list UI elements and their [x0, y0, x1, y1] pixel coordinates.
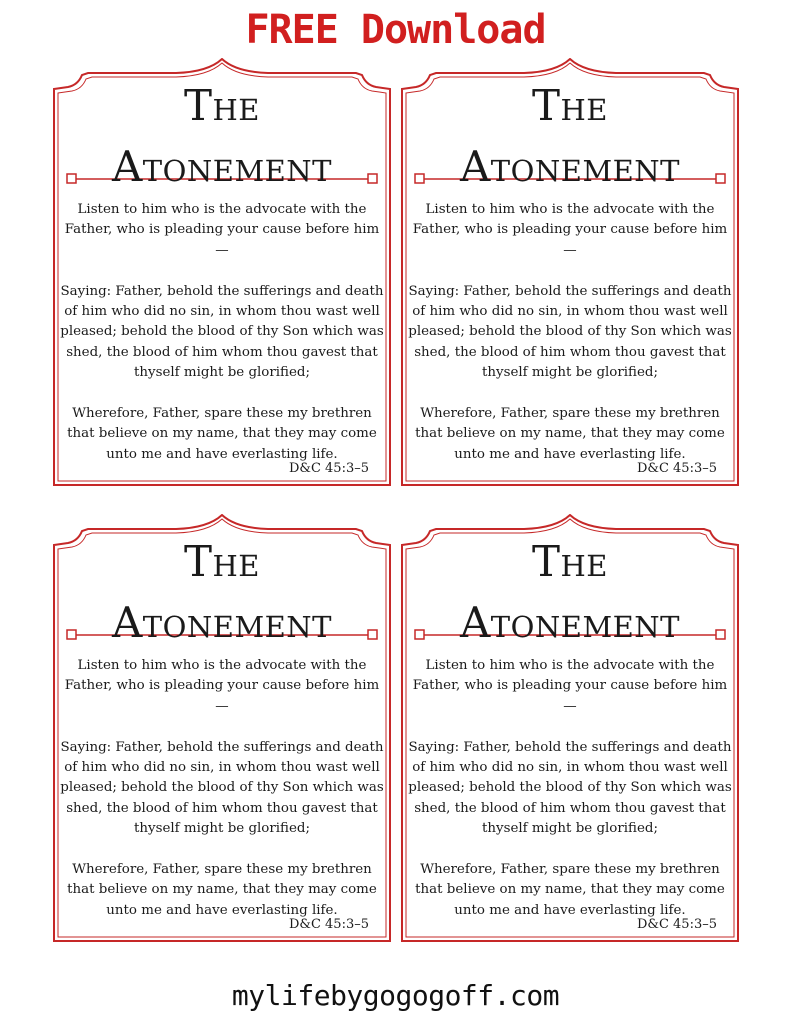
card-title-line1: The	[532, 81, 608, 130]
scripture-paragraph: Listen to him who is the advocate with the Father, who is pleading your cause before him—	[412, 202, 728, 258]
scripture-card	[53, 58, 391, 486]
card-title-line1: The	[184, 81, 260, 130]
scripture-reference: D&C 45:3–5	[288, 461, 369, 476]
scripture-card	[401, 514, 739, 942]
scripture-paragraph: Listen to him who is the advocate with the Father, who is pleading your cause before him—	[64, 202, 380, 258]
scripture-reference: D&C 45:3–5	[636, 461, 717, 476]
card-scripture-text	[59, 200, 385, 465]
card-title-line2: Atonement	[111, 142, 333, 191]
card-title-line1: The	[532, 537, 608, 586]
scripture-reference: D&C 45:3–5	[636, 917, 717, 932]
site-url: mylifebygogogoff.com	[231, 979, 560, 1012]
card-title-line1: The	[184, 537, 260, 586]
card-scripture-text	[59, 656, 385, 921]
scripture-paragraph: Saying: Father, behold the sufferings and death of him who did no sin, in whom thou wast well pleased; behold the blood of thy Son which was shed, the blood of him whom thou gavest that thyself might be glorified;	[408, 739, 732, 837]
scripture-paragraph: Saying: Father, behold the sufferings and death of him who did no sin, in whom thou wast well pleased; behold the blood of thy Son which was shed, the blood of him whom thou gavest that thyself might be glorified;	[60, 283, 384, 381]
card-scripture-text	[407, 656, 733, 921]
scripture-paragraph: Wherefore, Father, spare these my brethren that believe on my name, that they may come unto me and have everlasting life.	[67, 862, 377, 918]
card-title-line2: Atonement	[459, 598, 681, 647]
card-title-line2: Atonement	[459, 142, 681, 191]
scripture-paragraph: Saying: Father, behold the sufferings and death of him who did no sin, in whom thou wast well pleased; behold the blood of thy Son which was shed, the blood of him whom thou gavest that thyself might be glorified;	[60, 739, 384, 837]
scripture-card	[401, 58, 739, 486]
card-title-line2: Atonement	[111, 598, 333, 647]
scripture-paragraph: Wherefore, Father, spare these my brethren that believe on my name, that they may come unto me and have everlasting life.	[415, 406, 725, 462]
scripture-paragraph: Wherefore, Father, spare these my brethren that believe on my name, that they may come unto me and have everlasting life.	[67, 406, 377, 462]
card-scripture-text	[407, 200, 733, 465]
scripture-paragraph: Listen to him who is the advocate with the Father, who is pleading your cause before him—	[64, 658, 380, 714]
page-heading: FREE Download	[245, 7, 546, 53]
scripture-paragraph: Saying: Father, behold the sufferings and death of him who did no sin, in whom thou wast well pleased; behold the blood of thy Son which was shed, the blood of him whom thou gavest that thyself might be glorified;	[408, 283, 732, 381]
scripture-reference: D&C 45:3–5	[288, 917, 369, 932]
scripture-card	[53, 514, 391, 942]
scripture-paragraph: Wherefore, Father, spare these my brethren that believe on my name, that they may come unto me and have everlasting life.	[415, 862, 725, 918]
scripture-paragraph: Listen to him who is the advocate with the Father, who is pleading your cause before him—	[412, 658, 728, 714]
